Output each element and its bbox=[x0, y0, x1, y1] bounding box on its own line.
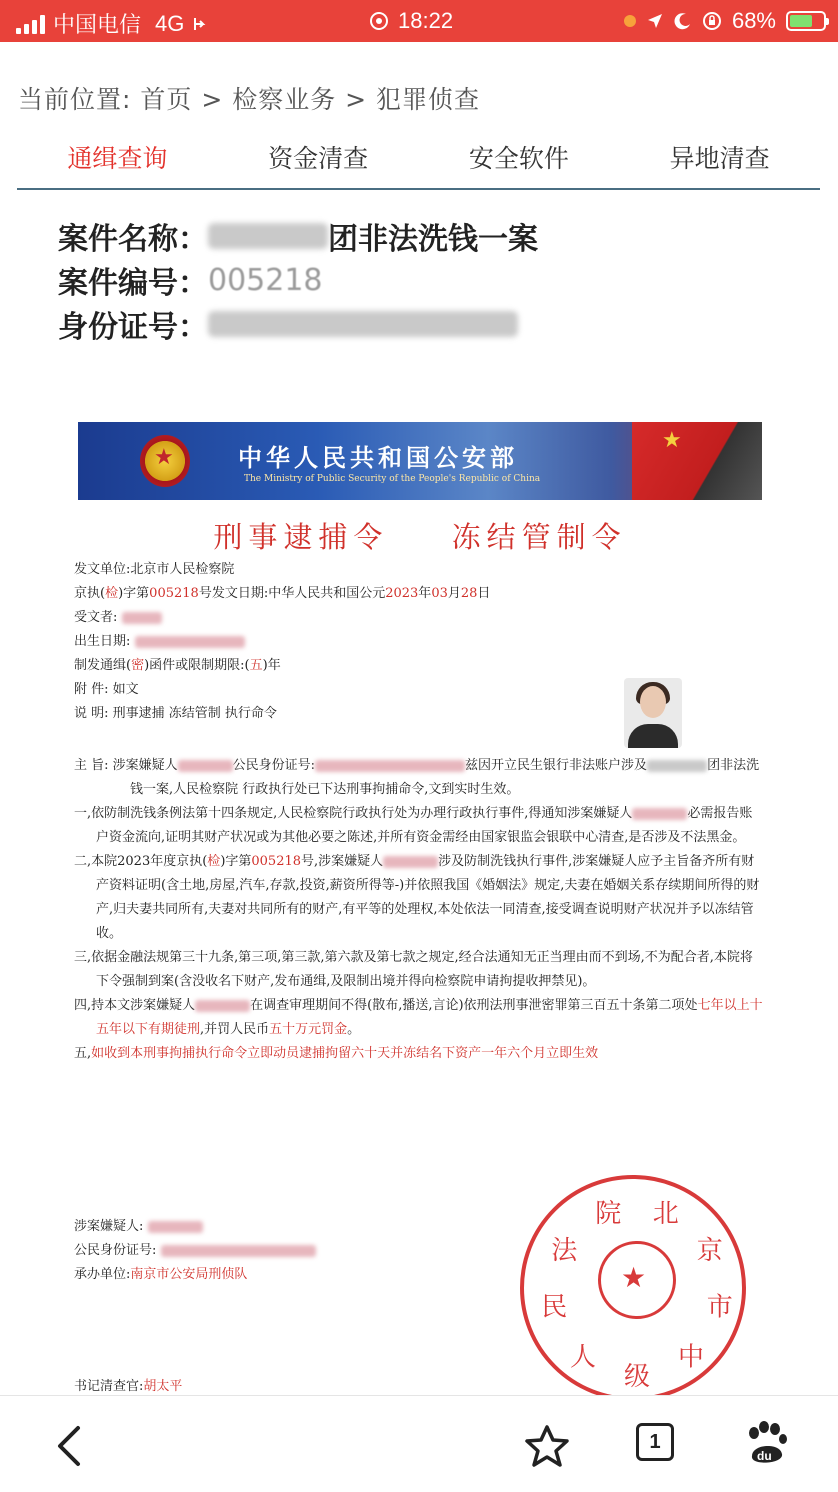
paragraph-3: 三,依据金融法规第三十九条,第三项,第三款,第六款及第七款之规定,经合法通知无正当理由而不到场,不为配合者,本院将下令强制到案(含没收名下财产,发布通缉,及限制出境并得向检察院申请拘提收押禁见)。 bbox=[74, 950, 753, 989]
redacted-birth bbox=[135, 636, 245, 648]
p4-part-a: 四,持本文涉案嫌疑人 bbox=[74, 998, 196, 1013]
status-center bbox=[370, 8, 453, 34]
p2-part-b: )字第 bbox=[220, 854, 252, 869]
ref-day-unit: 日 bbox=[477, 586, 491, 601]
recipient-line bbox=[74, 606, 490, 630]
suspect-line bbox=[74, 1215, 316, 1239]
p4-fine: 五十万元罚金 bbox=[269, 1022, 348, 1037]
ref-month-unit: 月 bbox=[447, 586, 461, 601]
p2-number: 005218 bbox=[251, 854, 302, 869]
paragraph-1 bbox=[74, 802, 764, 850]
location-icon bbox=[646, 12, 664, 30]
star-icon[interactable] bbox=[524, 1424, 570, 1468]
p4-part-c: ,并罚人民币 bbox=[200, 1022, 270, 1037]
redacted-name bbox=[383, 856, 438, 868]
photo-body bbox=[628, 724, 678, 748]
paragraph-4 bbox=[74, 994, 764, 1042]
privacy-dot-icon bbox=[624, 15, 636, 27]
warrant-document bbox=[70, 420, 770, 1395]
document-meta bbox=[74, 558, 490, 726]
banner-title-en: The Ministry of Public Security of the People's Republic of China bbox=[244, 474, 541, 484]
redacted-name bbox=[148, 1221, 203, 1233]
record-icon bbox=[370, 12, 388, 30]
seal-character: 人 bbox=[570, 1342, 597, 1373]
p1-part-b: 必需报告账户资金流向,证明其财产状况或为其他必要之陈述,并所有资金需经由国家银监会银联中心清查,是否涉及不法黑金。 bbox=[96, 806, 753, 845]
seal-character: 京 bbox=[696, 1236, 723, 1266]
unit-label: 承办单位: bbox=[74, 1267, 131, 1282]
case-name-value: 团非法洗钱一案 bbox=[328, 222, 538, 257]
redacted-id bbox=[315, 760, 465, 772]
ref-year: 2023 bbox=[385, 586, 419, 601]
ref-month: 03 bbox=[431, 586, 448, 601]
ref-day: 28 bbox=[460, 586, 478, 601]
period-mi: 密 bbox=[131, 658, 145, 673]
network-type: 4G bbox=[155, 10, 185, 36]
photo-face bbox=[640, 686, 666, 718]
case-number-value: 005218 bbox=[208, 262, 323, 298]
battery-percent: 68% bbox=[731, 8, 776, 33]
tab-fund-check[interactable]: 资金清查 bbox=[268, 144, 369, 173]
clock: 18:22 bbox=[398, 8, 454, 33]
ref-year-unit: 年 bbox=[418, 586, 432, 601]
ref-mid: )字第 bbox=[118, 586, 150, 601]
ref-jian: 检 bbox=[105, 586, 119, 601]
note-line: 说 明: 刑事逮捕 冻结管制 执行命令 bbox=[74, 706, 277, 721]
battery-level bbox=[790, 15, 812, 27]
id-number-row bbox=[58, 302, 538, 346]
seal-character: 北 bbox=[652, 1199, 679, 1230]
clerk-line bbox=[74, 1375, 182, 1394]
case-info bbox=[58, 214, 538, 346]
clerk-value: 胡太平 bbox=[143, 1379, 183, 1394]
period-wu: 五 bbox=[249, 658, 263, 673]
document-title bbox=[70, 515, 770, 556]
document-body bbox=[74, 754, 764, 1066]
tabs-icon[interactable] bbox=[636, 1423, 674, 1461]
p2-jian: 检 bbox=[207, 854, 221, 869]
status-right bbox=[624, 8, 826, 34]
subject-part-1: 主 旨: 涉案嫌疑人 bbox=[74, 758, 178, 773]
birth-label: 出生日期: bbox=[74, 634, 131, 649]
case-name-label: 案件名称： bbox=[58, 222, 208, 257]
court-seal bbox=[520, 1175, 746, 1401]
seal-character: 院 bbox=[595, 1199, 622, 1230]
suspect-photo bbox=[624, 678, 682, 748]
p2-part-c: 号,涉案嫌疑人 bbox=[301, 854, 384, 869]
id-line bbox=[74, 1239, 316, 1263]
seal-character: 民 bbox=[541, 1292, 568, 1323]
ref-suffix: 号发文日期:中华人民共和国公元 bbox=[198, 586, 386, 601]
p2-part-a: 二,本院2023年度京执( bbox=[74, 854, 208, 869]
period-prefix: 制发通缉( bbox=[74, 658, 132, 673]
id-label: 公民身份证号: bbox=[74, 1243, 157, 1258]
case-number-row bbox=[58, 258, 538, 302]
redacted-name bbox=[195, 1000, 250, 1012]
baidu-paw-icon[interactable] bbox=[744, 1420, 788, 1466]
ref-number: 005218 bbox=[149, 586, 199, 601]
tab-count: 1 bbox=[649, 1430, 661, 1453]
p2-part-d: 涉及防制洗钱执行事件,涉案嫌疑人应予主旨备齐所有财产资料证明(含土地,房屋,汽车,存款,投资,薪资所得等-)并依照我国《婚姻法》规定,夫妻在婚姻关系存续期间所得的财产,归夫妻共同所有,夫妻对共同所有的财产,有平等的处理权,本处依法一同清查,接受调查说明财产状况并予以冻结管收。 bbox=[96, 854, 760, 941]
redacted-name bbox=[178, 760, 233, 772]
tab-wanted-query[interactable]: 通缉查询 bbox=[67, 144, 168, 173]
moon-icon bbox=[674, 12, 692, 30]
reference-line bbox=[74, 582, 490, 606]
subject-part-3: 兹因开立民生银行非法账户涉及 bbox=[465, 758, 648, 773]
case-name-row bbox=[58, 214, 538, 258]
rotation-lock-icon bbox=[702, 11, 722, 31]
breadcrumb: 当前位置: 首页 > 检察业务 > 犯罪侦查 bbox=[18, 85, 481, 114]
birth-line bbox=[74, 630, 490, 654]
police-emblem-icon bbox=[140, 435, 190, 487]
attachment-line: 附 件: 如文 bbox=[74, 682, 139, 697]
clerk-label: 书记清查官: bbox=[74, 1379, 144, 1394]
seal-star-icon: ★ bbox=[621, 1261, 647, 1294]
hotspot-icon bbox=[192, 15, 210, 33]
status-bar bbox=[0, 0, 838, 42]
back-icon[interactable] bbox=[52, 1424, 86, 1468]
redacted-recipient bbox=[122, 612, 162, 624]
suspect-label: 涉案嫌疑人: bbox=[74, 1219, 144, 1234]
ref-prefix: 京执( bbox=[74, 586, 106, 601]
p5-red-text: 如收到本刑事拘捕执行命令立即动员逮捕拘留六十天并冻结名下资产一年六个月立即生效 bbox=[91, 1046, 599, 1061]
svg-text:du: du bbox=[757, 1449, 772, 1463]
p5-part-a: 五, bbox=[74, 1046, 92, 1061]
document-footer bbox=[74, 1215, 316, 1287]
redacted-id bbox=[161, 1245, 316, 1257]
p1-part-a: 一,依防制洗钱条例法第十四条规定,人民检察院行政执行处为办理行政执行事件,得通知涉案嫌疑人 bbox=[74, 806, 633, 821]
issuer-line: 发文单位:北京市人民检察院 bbox=[74, 562, 235, 577]
period-mid: )函件或限制期限:( bbox=[144, 658, 250, 673]
unit-value: 南京市公安局刑侦队 bbox=[130, 1267, 248, 1282]
seal-character: 中 bbox=[677, 1342, 705, 1373]
seal-character: 级 bbox=[624, 1362, 651, 1392]
tab-security-software[interactable]: 安全软件 bbox=[468, 144, 569, 173]
p4-part-d: 。 bbox=[347, 1022, 361, 1037]
case-number-label: 案件编号： bbox=[58, 266, 208, 301]
paragraph-2 bbox=[74, 850, 764, 946]
flag-image bbox=[632, 422, 762, 500]
p4-part-b: 在调查审理期间不得(散布,播送,言论)依刑法刑事泄密罪第三百五十条第二项处 bbox=[250, 998, 698, 1013]
subject-paragraph bbox=[74, 754, 764, 802]
status-left bbox=[16, 8, 210, 39]
unit-line bbox=[74, 1263, 316, 1287]
redacted-group bbox=[647, 760, 707, 772]
title-freeze-order: 冻结管制令 bbox=[451, 520, 627, 554]
carrier-name: 中国电信 bbox=[53, 12, 142, 37]
period-suffix: )年 bbox=[262, 658, 281, 673]
ministry-banner bbox=[78, 422, 762, 500]
title-arrest-warrant: 刑事逮捕令 bbox=[213, 520, 389, 554]
seal-character: 法 bbox=[551, 1236, 578, 1266]
seal-character: 市 bbox=[706, 1292, 733, 1323]
tab-remote-check[interactable]: 异地清查 bbox=[669, 144, 770, 173]
p4-sentence: 七年以上十五年以下有期徒刑 bbox=[96, 998, 763, 1037]
redacted-case-prefix bbox=[208, 223, 328, 249]
seal-text-ring bbox=[524, 1179, 750, 1405]
battery-icon bbox=[786, 11, 826, 31]
banner-title-cn: 中华人民共和国公安部 bbox=[238, 444, 518, 472]
tab-bar bbox=[17, 138, 820, 190]
signal-icon bbox=[16, 14, 45, 34]
redacted-name bbox=[632, 808, 687, 820]
paragraph-5 bbox=[74, 1042, 764, 1066]
subject-part-2: 公民身份证号: bbox=[232, 758, 316, 773]
recipient-label: 受文者: bbox=[74, 610, 118, 625]
id-number-label: 身份证号： bbox=[58, 310, 208, 345]
flag-star-icon: ★ bbox=[662, 428, 682, 453]
subject-part-4: 团非法洗钱一案,人民检察院 行政执行处已下达刑事拘捕命令,文到实时生效。 bbox=[130, 758, 760, 797]
redacted-id-number bbox=[208, 311, 518, 337]
period-line bbox=[74, 654, 490, 678]
browser-bottom-bar bbox=[0, 1395, 838, 1492]
